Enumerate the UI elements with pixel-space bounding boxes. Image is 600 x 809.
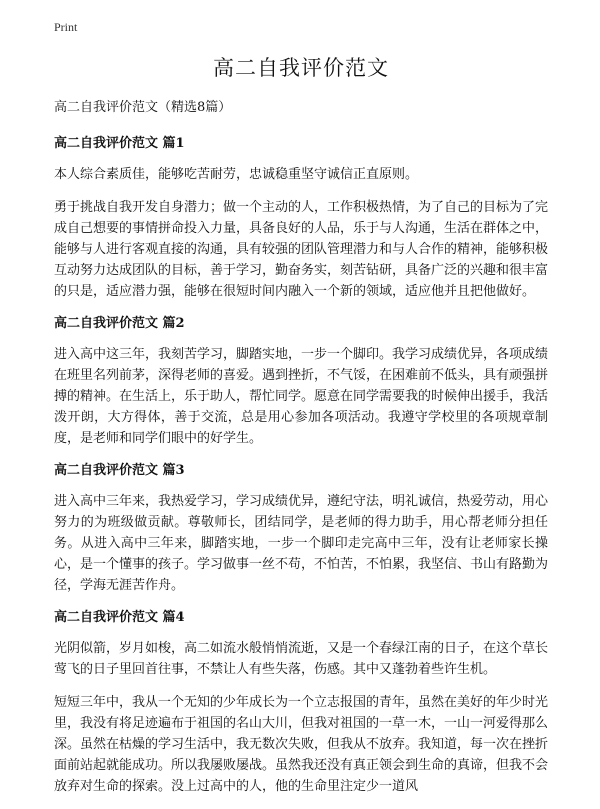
paragraph: 进入高中三年来，我热爱学习，学习成绩优异，遵纪守法，明礼诚信，热爱劳动，用心努力的为班级做贡献。尊敬师长，团结同学，是老师的得力助手，用心帮老师分担任务。从进入高中三年来，脚踏实地，一步一个脚印走完高中三年，没有让老师家长操心，是一个懂事的孩子。学习做事一丝不苟，不怕苦，不怕累，我坚信、书山有路勤为径，学海无涯苦作舟。 bbox=[54, 494, 549, 593]
paragraph: 短短三年中，我从一个无知的少年成长为一个立志报国的青年，虽然在美好的年少时光里，我没有将足迹遍布于祖国的名山大川，但我对祖国的一草一木，一山一河爱得那么深。虽然在枯燥的学习生活中，我无数次失败，但我从不放弃。我知道，每一次在挫折面前站起就能成功。所以我屡败屡战。虽然我还没有真正领会到生命的真谛，但我不会放弃对生命的探索。没上过高中的人，他的生命里注定少一道风 bbox=[54, 695, 549, 794]
paragraph: 本人综合素质佳，能够吃苦耐劳，忠诚稳重坚守诚信正直原则。 bbox=[54, 167, 419, 182]
section-3 bbox=[54, 461, 548, 596]
paragraph: 勇于挑战自我开发自身潜力；做一个主动的人，工作积极热情，为了自己的目标为了完成自己想要的事情拼命投入力量，具备良好的人品，乐于与人沟通，生活在群体之中，能够与人进行客观直接的沟通，具有较强的团队管理潜力和与人合作的精神，能够积极互动努力达成团队的目标，善于学习，勤奋务实，刻苦钻研，具备广泛的兴趣和很丰富的只是，适应潜力强，能够在很短时间内融入一个新的领域，适应他并且把他做好。 bbox=[54, 200, 549, 299]
section-1 bbox=[54, 134, 548, 302]
paragraph: 进入高中这三年，我刻苦学习，脚踏实地，一步一个脚印。我学习成绩优异，各项成绩在班里名列前茅，深得老师的喜爱。遇到挫折，不气馁，在困难前不低头，具有顽强拼搏的精神。在生活上，乐于助人，帮忙同学。愿意在同学需要我的时候伸出援手，我活泼开朗，大方得体，善于交流，总是用心参加各项活动。我遵守学校里的各项规章制度，是老师和同学们眼中的好学生。 bbox=[54, 347, 549, 446]
section-4 bbox=[54, 608, 548, 797]
print-label: Print bbox=[54, 20, 78, 34]
section-heading: 高二自我评价范文 篇3 bbox=[54, 463, 185, 478]
document-title: 高二自我评价范文 bbox=[213, 56, 389, 80]
section-heading: 高二自我评价范文 篇4 bbox=[54, 610, 185, 625]
paragraph: 光阴似箭，岁月如梭，高二如流水般悄悄流逝，又是一个春绿江南的日子，在这个草长莺飞的日子里回首往事，不禁让人有些失落，伤感。其中又蓬勃着些许生机。 bbox=[54, 641, 549, 677]
section-heading: 高二自我评价范文 篇2 bbox=[54, 316, 185, 331]
document-subtitle: 高二自我评价范文（精选8篇） bbox=[54, 100, 232, 115]
document-page bbox=[54, 52, 548, 809]
section-heading: 高二自我评价范文 篇1 bbox=[54, 136, 185, 151]
section-2 bbox=[54, 314, 548, 449]
